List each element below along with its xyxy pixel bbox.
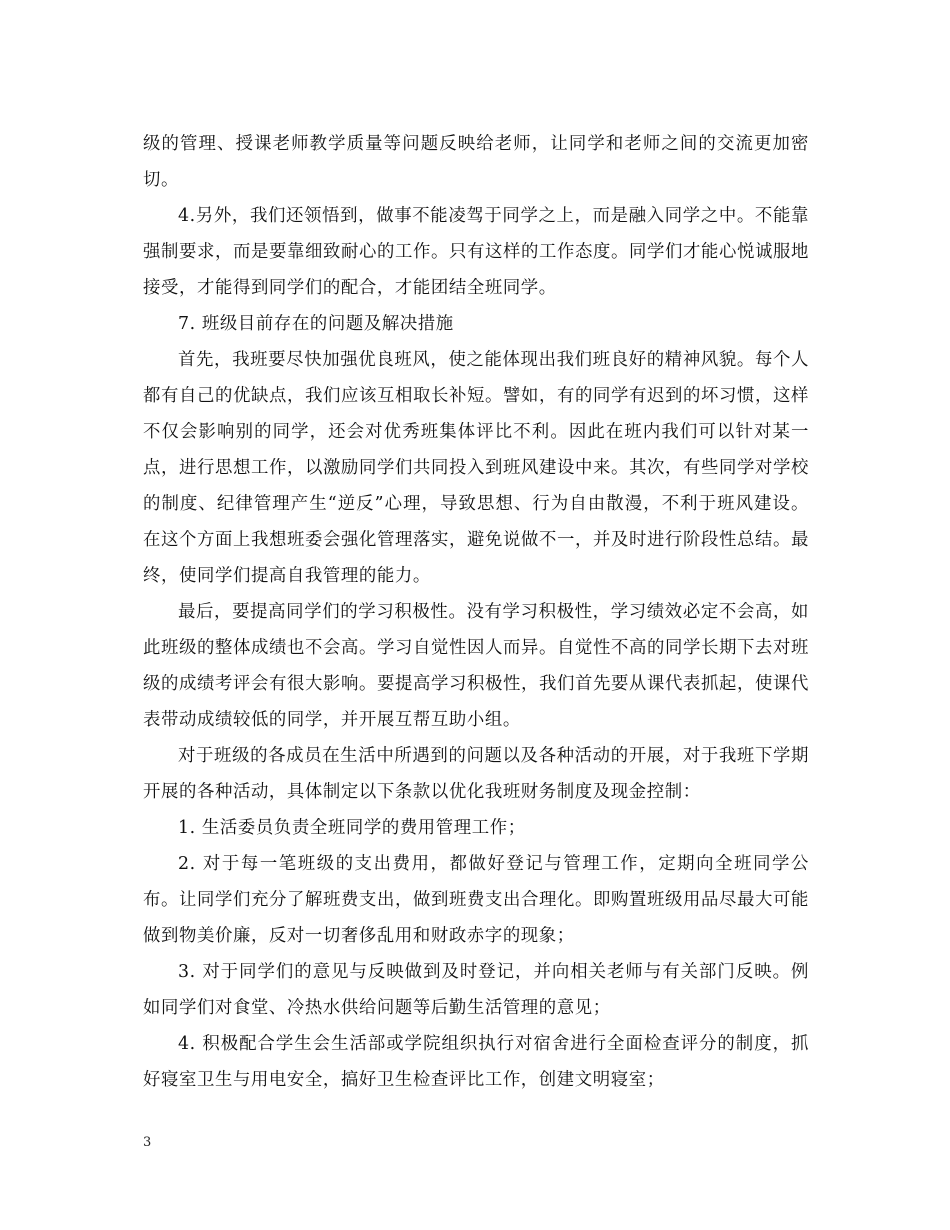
paragraph-finance-intro: 对于班级的各成员在生活中所遇到的问题以及各种活动的开展，对于我班下学期开展的各种活动，具体制定以下条款以优化我班财务制度及现金控制：	[143, 746, 809, 802]
section-heading-7: 7. 班级目前存在的问题及解决措施	[178, 314, 454, 334]
paragraph-study-motivation: 最后，要提高同学们的学习积极性。没有学习积极性，学习绩效必定不会高，如此班级的整体成绩也不会高。学习自觉性因人而异。自觉性不高的同学长期下去对班级的成绩考评会有很大影响。要提高学习积极性，我们首先要从课代表抓起，使课代表带动成绩较低的同学，并开展互帮互助小组。	[143, 602, 809, 730]
list-item-3: 3. 对于同学们的意见与反映做到及时登记，并向相关老师与有关部门反映。例如同学们对食堂、冷热水供给问题等后勤生活管理的意见；	[143, 962, 809, 1018]
paragraph-point-4-insight: 4.另外，我们还领悟到，做事不能凌驾于同学之上，而是融入同学之中。不能靠强制要求，而是要靠细致耐心的工作。只有这样的工作态度。同学们才能心悦诚服地接受，才能得到同学们的配合，才能团结全班同学。	[143, 206, 809, 298]
paragraph-class-style: 首先，我班要尽快加强优良班风，使之能体现出我们班良好的精神风貌。每个人都有自己的优缺点，我们应该互相取长补短。譬如，有的同学有迟到的坏习惯，这样不仅会影响别的同学，还会对优秀班集体评比不利。因此在班内我们可以针对某一点，进行思想工作，以激励同学们共同投入到班风建设中来。其次，有些同学对学校的制度、纪律管理产生“逆反”心理，导致思想、行为自由散漫，不利于班风建设。在这个方面上我想班委会强化管理落实，避免说做不一，并及时进行阶段性总结。最终，使同学们提高自我管理的能力。	[143, 350, 809, 586]
paragraph-continued: 级的管理、授课老师教学质量等问题反映给老师，让同学和老师之间的交流更加密切。	[143, 134, 809, 190]
page-number: 3	[143, 1135, 152, 1150]
list-item-4: 4. 积极配合学生会生活部或学院组织执行对宿舍进行全面检查评分的制度，抓好寝室卫生与用电安全，搞好卫生检查评比工作，创建文明寝室；	[143, 1034, 809, 1090]
list-item-1: 1. 生活委员负责全班同学的费用管理工作；	[178, 818, 526, 838]
document-body	[143, 126, 809, 1098]
list-item-2: 2. 对于每一笔班级的支出费用，都做好登记与管理工作，定期向全班同学公布。让同学们充分了解班费支出，做到班费支出合理化。即购置班级用品尽最大可能做到物美价廉，反对一切奢侈乱用和财政赤字的现象；	[143, 854, 809, 946]
